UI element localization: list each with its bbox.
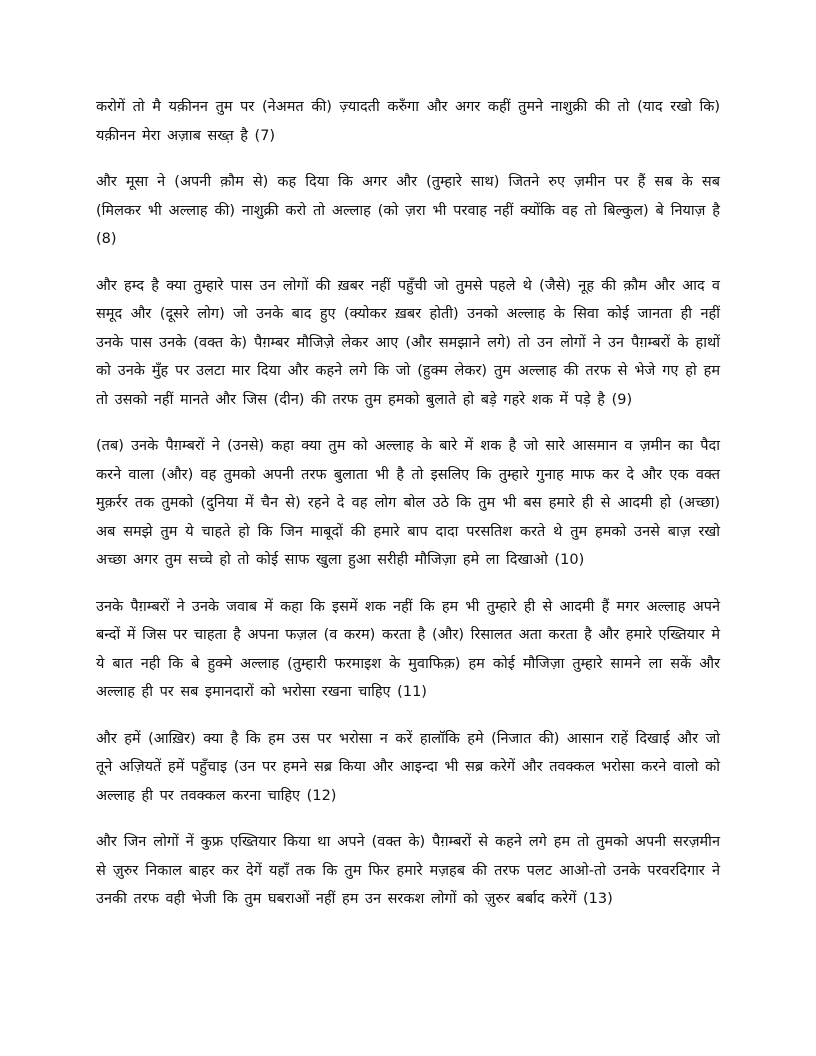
verse-paragraph-9: और हम्द है क्या तुम्हारे पास उन लोगों की ख़बर नहीं पहुँची जो तुमसे पहले थे (जैसे) नूह की क़ौम और आद व समूद और (दूसरे लोग) जो उनके बाद हुए (क्योकर ख़बर होती) उनको अल्लाह के सिवा कोई जानता ही नहीं उनके पास उनके (वक्त के) पैग़म्बर मौजिज़े लेकर आए (और समझाने लगे) तो उन लोगों ने उन पैग़म्बरों के हाथों को उनके मुँह पर उलटा मार दिया और कहने लगे कि जो (हुक्म लेकर) तुम अल्लाह की तरफ से भेजे गए हो हम तो उसको नहीं मानते और जिस (दीन) की तरफ तुम हमको बुलाते हो बड़े गहरे शक में पड़े है (9) (96, 277, 720, 408)
verse-paragraph-12: और हमें (आख़िर) क्या है कि हम उस पर भरोसा न करें हालॉकि हमे (निजात की) आसान राहें दिखाई और जो तूने अज़ियतें हमें पहुँचाइ (उन पर हमने सब्र किया और आइन्दा भी सब्र करेगें और तवक्कल भरोसा करने वालो को अल्लाह ही पर तवक्कल करना चाहिए (12) (96, 730, 720, 804)
verse-paragraph-7: करोगें तो मै यक़ीनन तुम पर (नेअमत की) ज़्यादती करुँगा और अगर कहीं तुमने नाशुक्री की तो (याद रखो कि) यक़ीनन मेरा अज़ाब सख्त़ है (7) (96, 99, 720, 144)
verse-paragraph-13: और जिन लोगों नें कुफ्र एख्तियार किया था अपने (वक्त के) पैग़म्बरों से कहने लगे हम तो तुमको अपनी सरज़मीन से ज़ुरुर निकाल बाहर कर देगें यहाँ तक कि तुम फिर हमारे मज़हब की तरफ पलट आओ-तो उनके परवरदिगार ने उनकी तरफ वही भेजी कि तुम घबराओं नहीं हम उन सरकश लोगों को ज़ुरुर बर्बाद करेगें (13) (96, 834, 720, 907)
verse-paragraph-11: उनके पैग़म्बरों ने उनके जवाब में कहा कि इसमें शक नहीं कि हम भी तुम्हारे ही से आदमी हैं मगर अल्लाह अपने बन्दों में जिस पर चाहता है अपना फज़ल (व करम) करता है (और) रिसालत अता करता है और हमारे एख्तियार मे ये बात नही कि बे हुक्मे अल्लाह (तुम्हारी फरमाइश के मुवाफिक़) हम कोई मौजिज़ा तुम्हारे सामने ला सकें और अल्लाह ही पर सब इमानदारों को भरोसा रखना चाहिए (11) (96, 598, 720, 700)
document-body (96, 93, 720, 932)
verse-paragraph-8: और मूसा ने (अपनी क़ौम से) कह दिया कि अगर और (तुम्हारे साथ) जितने रुए ज़मीन पर हैं सब के सब (मिलकर भी अल्लाह की) नाशुक्री करो तो अल्लाह (को ज़रा भी परवाह नहीं क्योंकि वह तो बिल्कुल) बे नियाज़ है (8) (96, 174, 720, 247)
verse-paragraph-10: (तब) उनके पैग़म्बरों ने (उनसे) कहा क्या तुम को अल्लाह के बारे में शक है जो सारे आसमान व ज़मीन का पैदा करने वाला (और) वह तुमको अपनी तरफ बुलाता भी है तो इसलिए कि तुम्हारे गुनाह माफ कर दे और एक वक्त मुक़र्रर तक तुमको (दुनिया में चैन से) रहने दे वह लोग बोल उठे कि तुम भी बस हमारे ही से आदमी हो (अच्छा) अब समझे तुम ये चाहते हो कि जिन माबूदों की हमारे बाप दादा परसतिश करते थे तुम हमको उनसे बाज़ रखो अच्छा अगर तुम सच्चे हो तो कोई साफ खुला हुआ सरीही मौजिज़ा हमे ला दिखाओ (10) (96, 438, 720, 568)
